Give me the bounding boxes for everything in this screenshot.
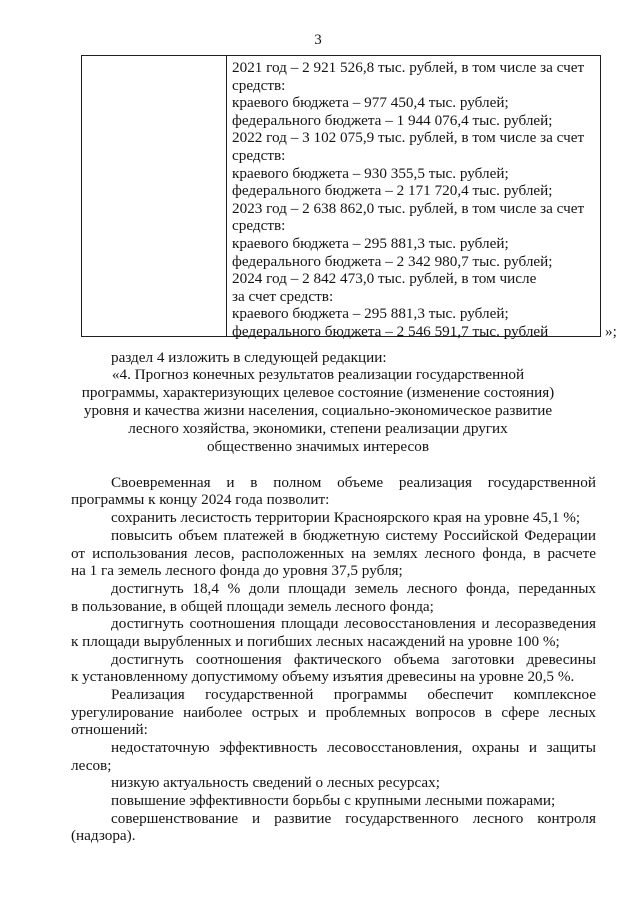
section-heading-line: уровня и качества жизни населения, социально-экономическое развитие <box>83 402 553 419</box>
funding-line: средств: <box>232 146 286 164</box>
paragraph-line: (надзора). <box>71 827 136 844</box>
paragraph-line: Реализация государственной программы обеспечит комплексное <box>111 686 596 703</box>
funding-line: 2023 год – 2 638 862,0 тыс. рублей, в том числе за счет <box>232 199 585 217</box>
funding-line: федерального бюджета – 2 546 591,7 тыс. рублей <box>232 322 549 340</box>
paragraph-line: лесов; <box>71 757 112 774</box>
paragraph-line: достигнуть 18,4 % доли площади земель лесного фонда, переданных <box>111 580 596 597</box>
funding-line: федерального бюджета – 1 944 076,4 тыс. рублей; <box>232 111 553 129</box>
funding-line: за счет средств: <box>232 287 334 305</box>
section-heading-line: общественно значимых интересов <box>206 438 430 455</box>
funding-line: краевого бюджета – 930 355,5 тыс. рублей; <box>232 164 509 182</box>
paragraph-line: отношений: <box>71 721 148 738</box>
funding-line: средств: <box>232 217 286 235</box>
funding-lines <box>232 59 597 341</box>
funding-line: краевого бюджета – 295 881,3 тыс. рублей; <box>232 305 509 323</box>
funding-line: 2021 год – 2 921 526,8 тыс. рублей, в том числе за счет <box>232 59 585 76</box>
paragraph-line: к площади вырубленных и погибших лесных насаждений на уровне 100 %; <box>71 633 560 650</box>
section-heading-line: лесного хозяйства, экономики, степени реализации других <box>128 420 508 437</box>
funding-line: федерального бюджета – 2 342 980,7 тыс. рублей; <box>232 252 553 270</box>
section-heading-line: «4. Прогноз конечных результатов реализации государственной <box>111 366 525 383</box>
paragraph-line: программы к концу 2024 года позволит: <box>71 491 330 508</box>
table-closing-quote: »; <box>605 323 617 340</box>
paragraph-line: к установленному допустимому объему изъятия древесины на уровне 20,5 %. <box>71 668 575 685</box>
funding-line: федерального бюджета – 2 171 720,4 тыс. рублей; <box>232 182 553 200</box>
paragraph-line: от использования лесов, расположенных на землях лесного фонда, в расчете <box>71 545 596 562</box>
paragraph-line: сохранить лесистость территории Красноярского края на уровне 45,1 %; <box>111 509 581 526</box>
funding-line: средств: <box>232 76 286 94</box>
paragraph-line: урегулирование наиболее острых и проблемных вопросов в сфере лесных <box>71 704 596 721</box>
paragraph-line: на 1 га земель лесного фонда до уровня 37,5 рубля; <box>71 562 403 579</box>
paragraph-line: совершенствование и развитие государственного лесного контроля <box>111 810 596 827</box>
page-number: 3 <box>314 32 322 48</box>
paragraph-line: Своевременная и в полном объеме реализация государственной <box>111 474 596 491</box>
section-heading-line: программы, характеризующих целевое состояние (изменение состояния) <box>81 384 555 401</box>
paragraph-line: недостаточную эффективность лесовосстановления, охраны и защиты <box>111 739 596 756</box>
funding-line: 2024 год – 2 842 473,0 тыс. рублей, в том числе <box>232 270 537 288</box>
table-column-divider <box>226 56 227 336</box>
paragraph-line: достигнуть соотношения фактического объема заготовки древесины <box>111 651 596 668</box>
paragraph-line: повышение эффективности борьбы с крупными лесными пожарами; <box>111 792 556 809</box>
paragraph-line: в пользование, в общей площади земель лесного фонда; <box>71 598 434 615</box>
funding-line: 2022 год – 3 102 075,9 тыс. рублей, в том числе за счет <box>232 129 585 147</box>
paragraph-line: достигнуть соотношения площади лесовосстановления и лесоразведения <box>111 615 596 632</box>
funding-line: краевого бюджета – 977 450,4 тыс. рублей; <box>232 94 509 112</box>
funding-line: краевого бюджета – 295 881,3 тыс. рублей; <box>232 234 509 252</box>
paragraph-line: повысить объем платежей в бюджетную систему Российской Федерации <box>111 527 596 544</box>
funding-table <box>81 55 601 340</box>
instruction-text: раздел 4 изложить в следующей редакции: <box>111 349 387 366</box>
paragraph-line: низкую актуальность сведений о лесных ресурсах; <box>111 774 440 791</box>
